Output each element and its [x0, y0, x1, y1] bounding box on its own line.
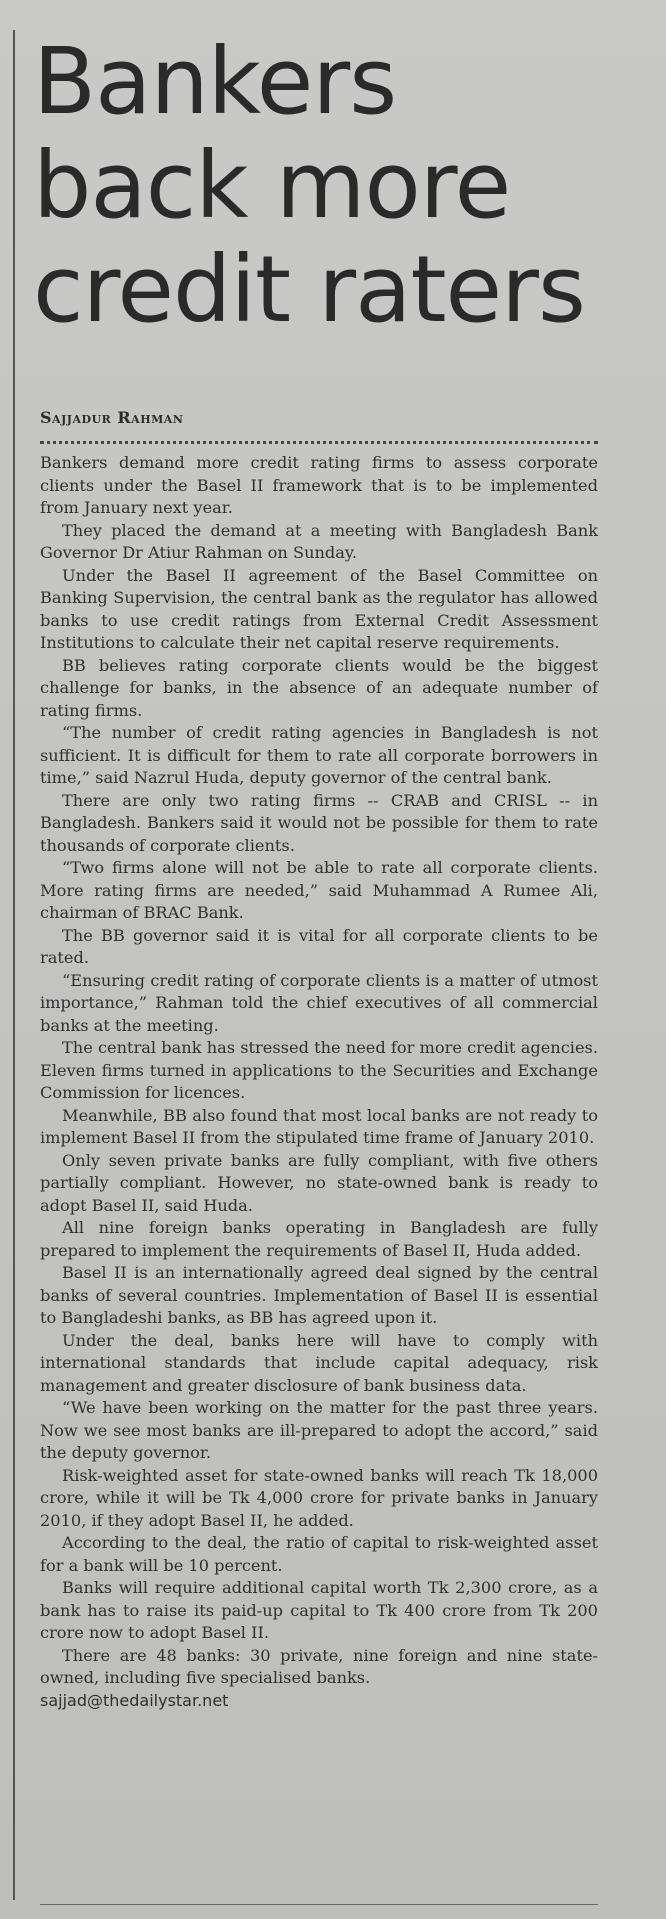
paragraph: “Ensuring credit rating of corporate clients is a matter of utmost importance,” Rahman told the chief executives of all commercial banks at the meeting. — [40, 970, 598, 1035]
paragraph: Risk-weighted asset for state-owned banks will reach Tk 18,000 crore, while it will be Tk 4,000 crore for private banks in January 2010, if they adopt Basel II, he added. — [40, 1465, 598, 1530]
paragraph: Under the deal, banks here will have to comply with international standards that include capital adequacy, risk management and greater disclosure of bank business data. — [40, 1330, 598, 1395]
paragraph: Meanwhile, BB also found that most local banks are not ready to implement Basel II from the stipulated time frame of January 2010. — [40, 1105, 598, 1147]
paragraph: They placed the demand at a meeting with Bangladesh Bank Governor Dr Atiur Rahman on Sunday. — [40, 520, 598, 562]
paragraph: The central bank has stressed the need for more credit agencies. Eleven firms turned in applications to the Securities and Exchange Commission for licences. — [40, 1038, 598, 1102]
dotted-divider — [40, 441, 598, 444]
paragraph: Under the Basel II agreement of the Basel Committee on Banking Supervision, the central bank as the regulator has allowed banks to use credit ratings from External Credit Assessment Institutions to calculate their net capital reserve requirements. — [40, 565, 598, 652]
paragraph: Banks will require additional capital worth Tk 2,300 crore, as a bank has to raise its paid-up capital to Tk 400 crore from Tk 200 crore now to adopt Basel II. — [40, 1578, 598, 1642]
paragraph: There are only two rating firms -- CRAB and CRISL -- in Bangladesh. Bankers said it would not be possible for them to rate thousands of corporate clients. — [40, 790, 598, 855]
paragraph: “The number of credit rating agencies in Bangladesh is not sufficient. It is difficult for them to rate all corporate borrowers in time,” said Nazrul Huda, deputy governor of the central bank. — [40, 723, 598, 787]
bottom-rule — [40, 1904, 598, 1905]
headline: Bankers back more credit raters — [33, 28, 585, 343]
paragraph: Basel II is an internationally agreed deal signed by the central banks of several countries. Implementation of Basel II is essential to Bangladeshi banks, as BB has agreed upon it. — [40, 1263, 598, 1327]
paragraph: All nine foreign banks operating in Bangladesh are fully prepared to implement the requirements of Basel II, Huda added. — [40, 1218, 598, 1260]
article-body — [40, 452, 598, 1712]
author-email: sajjad@thedailystar.net — [40, 1690, 229, 1710]
paragraph: BB believes rating corporate clients would be the biggest challenge for banks, in the absence of an adequate number of rating firms. — [40, 655, 598, 720]
paragraph: The BB governor said it is vital for all corporate clients to be rated. — [40, 925, 598, 967]
paragraph: Only seven private banks are fully compliant, with five others partially compliant. However, no state-owned bank is ready to adopt Basel II, said Huda. — [40, 1150, 598, 1215]
column-rule — [13, 30, 15, 1900]
paragraph: “Two firms alone will not be able to rate all corporate clients. More rating firms are needed,” said Muhammad A Rumee Ali, chairman of BRAC Bank. — [40, 858, 598, 922]
byline: Sajjadur Rahman — [40, 408, 184, 427]
paragraph: Bankers demand more credit rating firms to assess corporate clients under the Basel II framework that is to be implemented from January next year. — [40, 453, 598, 517]
paragraph: “We have been working on the matter for the past three years. Now we see most banks are ill-prepared to adopt the accord,” said the deputy governor. — [40, 1398, 598, 1462]
paragraph: There are 48 banks: 30 private, nine foreign and nine state-owned, including five specialised banks. — [40, 1645, 598, 1687]
paragraph: According to the deal, the ratio of capital to risk-weighted asset for a bank will be 10 percent. — [40, 1533, 598, 1575]
